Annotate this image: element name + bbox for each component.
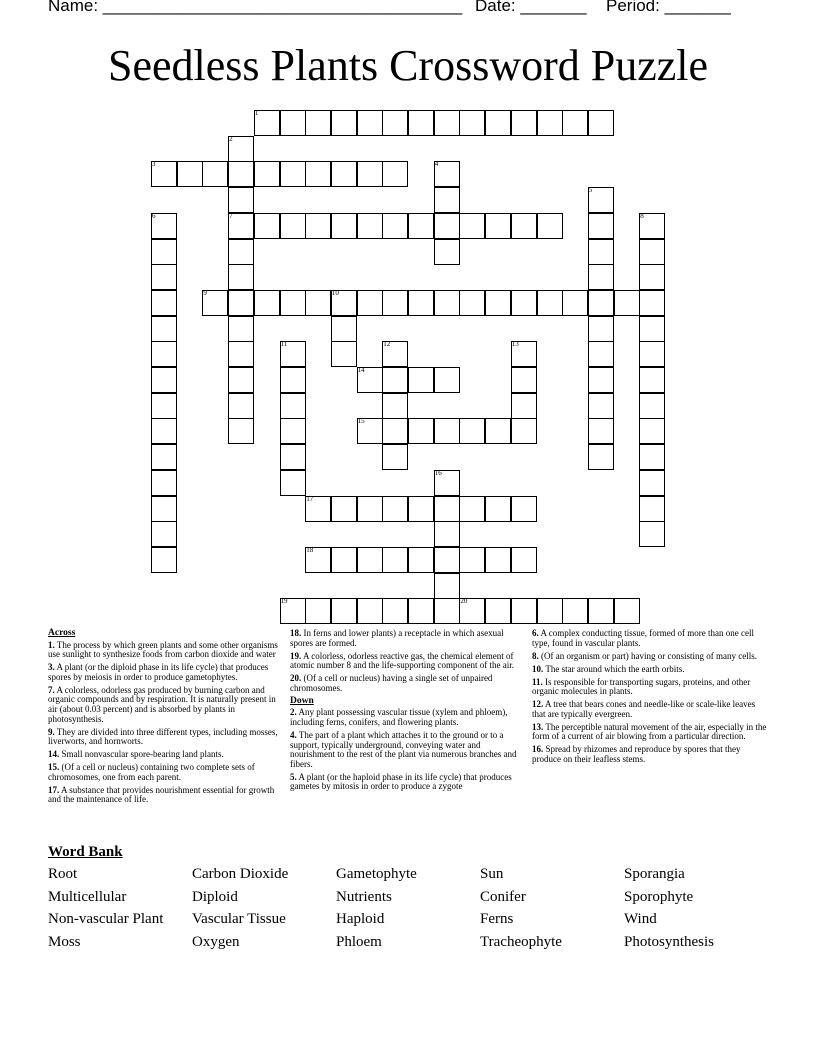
word-bank-item: Vascular Tissue [192,911,286,928]
clue-number: 15 [357,417,365,426]
grid-cell[interactable] [280,444,306,470]
grid-cell[interactable] [331,547,357,573]
clue-down-2: 2. Any plant possessing vascular tissue (xylem and phloem), including ferns, conifers, and flowering plants. [290,707,508,727]
grid-cell[interactable] [305,598,331,624]
grid-cell[interactable] [382,444,408,470]
clue-across-15: 15. (Of a cell or nucleus) containing two complete sets of chromosomes, one from each parent. [48,762,255,782]
grid-cell[interactable] [562,290,588,316]
down-heading: Down [290,695,314,706]
clue-number: 6 [152,211,156,220]
grid-cell[interactable] [151,393,177,419]
grid-cell[interactable] [588,341,614,367]
grid-cell[interactable] [511,547,537,573]
grid-cell[interactable] [408,598,434,624]
date-field[interactable]: Date: _______ [475,0,587,15]
word-bank-item: Wind [624,911,657,928]
grid-cell[interactable] [228,239,254,265]
grid-cell[interactable] [459,290,485,316]
grid-cell[interactable] [151,367,177,393]
grid-cell[interactable] [639,496,665,522]
grid-cell[interactable] [588,598,614,624]
period-field[interactable]: Period: _______ [606,0,731,15]
grid-cell[interactable] [537,290,563,316]
grid-cell[interactable] [408,547,434,573]
grid-cell[interactable] [331,316,357,342]
clue-number: 3 [152,160,156,169]
grid-cell[interactable] [228,187,254,213]
clue-number: 13 [511,340,519,349]
word-bank-item: Carbon Dioxide [192,866,289,882]
grid-cell[interactable] [151,290,177,316]
grid-cell[interactable] [280,367,306,393]
grid-cell[interactable] [485,598,511,624]
clue-number: 5 [588,186,593,195]
grid-cell[interactable] [434,187,460,213]
word-bank-item: Sporangia [624,866,685,882]
grid-cell[interactable] [228,341,254,367]
grid-cell[interactable] [357,547,383,573]
clues-column-3 [532,629,768,768]
word-bank-title: Word Bank [48,844,123,860]
grid-cell[interactable] [434,418,460,444]
clue-down-4: 4. The part of a plant which attaches it to the ground or to a support, typically underground, conveying water and nourishment to the rest of the plant via numerous branches and fibers. [290,729,517,769]
grid-cell[interactable] [588,110,614,136]
word-bank-item: Root [48,866,78,882]
grid-cell[interactable] [151,316,177,342]
grid-cell[interactable] [382,110,408,136]
clue-across-17: 17. A substance that provides nourishment essential for growth and the maintenance of life. [48,784,275,805]
grid-cell[interactable] [382,496,408,522]
grid-cell[interactable] [382,290,408,316]
grid-cell[interactable] [459,213,485,239]
word-bank-item: Multicellular [48,888,127,905]
grid-cell[interactable] [382,393,408,419]
grid-cell[interactable] [408,290,434,316]
grid-cell[interactable] [434,213,460,239]
clue-across-19: 19. A colorless, odorless reactive gas, the chemical element of atomic number 8 and the life-supporting component of the air. [290,650,514,671]
grid-cell[interactable] [639,470,665,496]
grid-cell[interactable] [408,496,434,522]
grid-cell[interactable] [511,418,537,444]
clue-number: 18 [306,545,314,554]
grid-cell[interactable] [228,367,254,393]
grid-cell[interactable] [588,367,614,393]
grid-cell[interactable] [305,213,331,239]
grid-cell[interactable] [357,290,383,316]
grid-cell[interactable] [562,598,588,624]
grid-cell[interactable] [511,598,537,624]
grid-cell[interactable] [331,161,357,187]
grid-cell[interactable] [151,264,177,290]
grid-cell[interactable] [434,521,460,547]
grid-cell[interactable] [228,418,254,444]
grid-cell[interactable] [228,161,254,187]
grid-cell[interactable] [280,161,306,187]
grid-cell[interactable] [357,110,383,136]
grid-cell[interactable] [511,367,537,393]
clue-number: 14 [357,366,365,374]
grid-cell[interactable] [485,418,511,444]
page-title: Seedless Plants Crossword Puzzle [107,41,709,90]
grid-cell[interactable] [357,496,383,522]
word-bank-item: Sun [480,866,504,882]
clue-number: 20 [460,597,468,606]
grid-cell[interactable] [537,598,563,624]
clue-across-14: 14. Small nonvascular spore-bearing land plants. [48,749,224,760]
grid-cell[interactable] [228,393,254,419]
grid-cell[interactable] [382,161,408,187]
grid-cell[interactable] [562,110,588,136]
grid-cell[interactable] [434,573,460,599]
grid-cell[interactable] [614,290,640,316]
grid-cell[interactable] [280,418,306,444]
grid-cell[interactable] [357,598,383,624]
grid-cell[interactable] [331,496,357,522]
grid-cell[interactable] [382,547,408,573]
grid-cell[interactable] [588,213,614,239]
clue-number: 12 [383,340,391,349]
grid-cell[interactable] [459,110,485,136]
clue-down-16: 16. Spread by rhizomes and reproduce by spores that they produce on their leafless stems. [532,744,741,764]
clue-down-13: 13. The perceptible natural movement of the air, especially in the form of a current of air blowing from a particular direction. [532,721,767,742]
grid-cell[interactable] [382,213,408,239]
clue-across-7: 7. A colorless, odorless gas produced by burning carbon and organic compounds and by respiration. It is naturally present in air (about 0.03 percent) and is absorbed by plants in photosynthesis. [48,684,276,724]
clue-number: 19 [280,597,288,606]
grid-cell[interactable] [588,239,614,265]
word-bank-item: Conifer [480,888,526,905]
grid-cell[interactable] [459,547,485,573]
word-bank-item: Sporophyte [624,888,694,905]
grid-cell[interactable] [408,418,434,444]
clue-number: 4 [434,160,439,169]
grid-cell[interactable] [434,547,460,573]
grid-cell[interactable] [408,213,434,239]
grid-cell[interactable] [331,110,357,136]
grid-cell[interactable] [151,470,177,496]
clue-down-5: 5. A plant (or the haploid phase in its life cycle) that produces gametes by mitosis in order to produce a zygote [290,771,512,792]
grid-cell[interactable] [254,161,280,187]
clue-across-9: 9. They are divided into three different types, including mosses, liverworts, and hornworts. [48,726,278,747]
clue-down-6: 6. A complex conducting tissue, formed of more than one cell type, found in vascular plants. [532,628,754,648]
grid-cell[interactable] [177,161,203,187]
grid-cell[interactable] [254,213,280,239]
grid-cell[interactable] [151,239,177,265]
grid-cell[interactable] [588,316,614,342]
grid-cell[interactable] [228,316,254,342]
grid-cell[interactable] [382,598,408,624]
word-bank-item: Oxygen [192,934,240,951]
word-bank-item: Non-vascular Plant [48,911,164,928]
clue-number: 10 [331,288,339,297]
clues-column-1 [48,629,284,808]
grid-cell[interactable] [434,290,460,316]
grid-cell[interactable] [331,213,357,239]
clue-across-18: 18. In ferns and lower plants) a receptacle in which asexual spores are formed. [290,628,504,648]
word-bank-item: Photosynthesis [624,934,715,951]
grid-cell[interactable] [639,418,665,444]
grid-cell[interactable] [511,213,537,239]
grid-cell[interactable] [511,110,537,136]
grid-cell[interactable] [434,367,460,393]
grid-cell[interactable] [151,418,177,444]
across-heading: Across [48,628,76,638]
grid-cell[interactable] [511,290,537,316]
word-bank-item: Gametophyte [336,866,417,882]
grid-cell[interactable] [331,341,357,367]
grid-cell[interactable] [639,444,665,470]
grid-cell[interactable] [588,264,614,290]
clue-number: 17 [306,494,314,503]
word-bank-item: Tracheophyte [480,934,562,951]
clue-across-1: 1. The process by which green plants and some other organisms use sunlight to synthesize foods from carbon dioxide and water [48,639,278,660]
grid-cell[interactable] [254,290,280,316]
grid-cell[interactable] [434,110,460,136]
grid-cell[interactable] [151,444,177,470]
grid-cell[interactable] [639,341,665,367]
grid-cell[interactable] [280,290,306,316]
clue-number: 2 [229,134,233,143]
grid-cell[interactable] [639,367,665,393]
grid-cell[interactable] [305,161,331,187]
grid-cell[interactable] [151,547,177,573]
grid-cell[interactable] [639,290,665,316]
grid-cell[interactable] [151,341,177,367]
word-bank-item: Nutrients [336,888,392,905]
clue-number: 7 [229,211,233,220]
word-bank-item: Haploid [336,911,385,928]
grid-cell[interactable] [639,521,665,547]
grid-cell[interactable] [537,213,563,239]
clue-number: 9 [203,288,207,297]
grid-cell[interactable] [485,547,511,573]
clue-number: 11 [280,340,288,349]
clue-across-3: 3. A plant (or the diploid phase in its life cycle) that produces spores by meiosis in order to produce gametophytes. [48,662,269,682]
clue-number: 1 [254,109,259,117]
clue-number: 8 [640,211,644,220]
grid-cell[interactable] [485,496,511,522]
grid-cell[interactable] [511,393,537,419]
grid-cell[interactable] [382,367,408,393]
grid-cell[interactable] [485,110,511,136]
grid-cell[interactable] [434,496,460,522]
grid-cell[interactable] [357,161,383,187]
grid-cell[interactable] [280,110,306,136]
grid-cell[interactable] [280,213,306,239]
grid-cell[interactable] [639,239,665,265]
grid-cell[interactable] [588,444,614,470]
grid-cell[interactable] [151,521,177,547]
grid-cell[interactable] [485,213,511,239]
word-bank-item: Phloem [336,934,382,951]
grid-cell[interactable] [639,393,665,419]
grid-cell[interactable] [280,393,306,419]
name-field[interactable]: Name: ______________________________________ [48,0,463,15]
grid-cell[interactable] [459,418,485,444]
grid-cell[interactable] [588,418,614,444]
grid-cell[interactable] [588,393,614,419]
grid-cell[interactable] [434,239,460,265]
grid-cell[interactable] [228,290,254,316]
grid-cell[interactable] [614,598,640,624]
grid-cell[interactable] [639,316,665,342]
grid-cell[interactable] [408,110,434,136]
clue-number: 16 [434,468,442,477]
clue-down-11: 11. Is responsible for transporting sugars, proteins, and other organic molecules in plants. [532,676,751,697]
grid-cell[interactable] [639,264,665,290]
clue-down-12: 12. A tree that bears cones and needle-like or scale-like leaves that are typically evergreen. [532,699,756,719]
grid-cell[interactable] [408,367,434,393]
clue-across-20: 20. (Of a cell or nucleus) having a single set of unpaired chromosomes. [290,673,493,693]
grid-cell[interactable] [511,496,537,522]
grid-cell[interactable] [357,213,383,239]
grid-cell[interactable] [434,598,460,624]
word-bank-item: Ferns [480,911,514,928]
grid-cell[interactable] [485,290,511,316]
clue-down-10: 10. The star around which the earth orbits. [532,663,685,674]
grid-cell[interactable] [151,496,177,522]
grid-cell[interactable] [588,290,614,316]
clues-column-2 [290,629,524,795]
grid-cell[interactable] [305,110,331,136]
grid-cell[interactable] [382,418,408,444]
grid-cell[interactable] [537,110,563,136]
clue-down-8: 8. (Of an organism or part) having or consisting of many cells. [532,650,758,661]
word-bank-item: Moss [48,934,81,951]
grid-cell[interactable] [202,161,228,187]
word-bank-item: Diploid [192,888,238,905]
grid-cell[interactable] [228,264,254,290]
grid-cell[interactable] [305,290,331,316]
grid-cell[interactable] [280,470,306,496]
grid-cell[interactable] [331,598,357,624]
grid-cell[interactable] [459,496,485,522]
